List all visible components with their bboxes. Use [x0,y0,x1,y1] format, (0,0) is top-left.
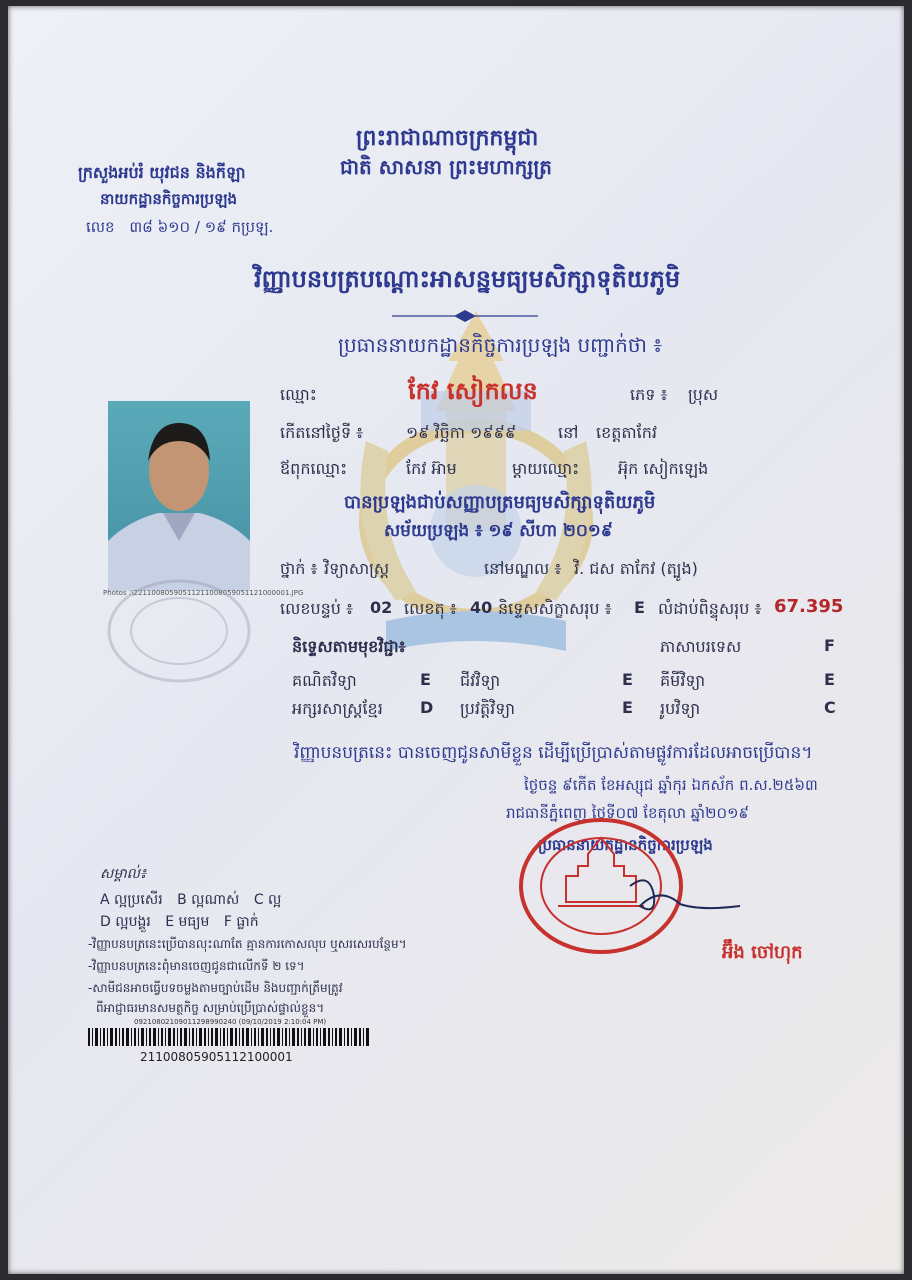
seat-value: 40 [470,598,493,617]
legend-text: មធ្យម [178,914,210,930]
subject-grade: F [824,636,835,655]
photo-caption: Photos :\22110080590511211008059051121000001.JPG [103,589,304,597]
subject-grade: C [824,698,836,717]
subject-grade: D [420,698,434,717]
reference-label: លេខ [86,218,115,236]
father-label: ឪពុកឈ្មោះ [280,459,348,478]
passed-statement: បានប្រឡងជាប់សញ្ញាបត្រមធ្យមសិក្សាទុតិយភូមិ [344,492,656,513]
barcode-caption: 09210802109011298990240 (09/10/2019 2:10:04 PM) [134,1018,327,1026]
score-label: លំដាប់ពិន្ទុសរុប ៖ [658,599,762,618]
subject-name: ភាសាបរទេស [660,637,742,656]
dob-value: ១៩ វិច្ឆិកា ១៩៩៩ [406,423,517,442]
mother-label: ម្ដាយឈ្មោះ [512,459,580,478]
legend-letter: F [223,914,232,930]
signer-title: ប្រធាននាយកដ្ឋានកិច្ចការប្រឡង [538,836,713,854]
certificate-paper [8,6,904,1274]
barcode [88,1028,370,1046]
center-label: នៅមណ្ឌល ៖ [484,559,562,578]
motto-line: ជាតិ សាសនា ព្រះមហាក្សត្រ [340,155,552,179]
legend-text: ល្អ [268,892,282,908]
note-line: -សាមីជនអាចធ្វើបទចម្លងតាមច្បាប់ដើម និងបញ្ជាក់ត្រឹមត្រូវ [88,981,343,995]
note-line: -វិញ្ញាបនបត្រនេះប្រើបានលុះណាតែ គ្មានការកោសលុប ឬសរសេរបន្ថែម។ [88,937,407,951]
subject-name: ជីវវិទ្យា [460,671,501,690]
subject-name: អក្សរសាស្ត្រខ្មែរ [292,699,383,718]
subject-grade: E [420,670,431,689]
father-value: កែវ អ៊ាម [406,459,457,478]
barcode-number: 21100805905112100001 [140,1050,293,1064]
exam-session: សម័យប្រឡង ៖ ១៩ សីហា ២០១៩ [384,521,613,541]
photo-embossed-seal [104,576,254,686]
overall-grade: E [634,598,645,617]
stream-value: វិទ្យាសាស្ត្រ [324,559,390,578]
department-name: នាយកដ្ឋានកិច្ចការប្រឡង [100,190,238,208]
subjects-heading: និទ្ទេសតាមមុខវិជ្ជា៖ [292,637,406,656]
note-line: -វិញ្ញាបនបត្រនេះពុំមានចេញជូនជាលើកទី ២ ទេ។ [88,959,305,973]
legend-text: ល្អបង្គួរ [115,914,151,930]
total-score: 67.395 [774,596,844,617]
subject-grade: E [824,670,835,689]
sex-label: ភេទ ៖ [630,385,668,404]
grade-legend-row [100,890,281,911]
certificate-intro: ប្រធាននាយកដ្ឋានកិច្ចការប្រឡង បញ្ជាក់ថា ៖ [338,333,663,357]
student-photo [108,401,250,591]
room-value: 02 [370,598,393,617]
legend-letter: A [100,892,110,908]
dob-label: កើតនៅថ្ងៃទី ៖ [280,423,364,442]
stream-label: ថ្នាក់ ៖ [280,559,318,578]
room-label: លេខបន្ទប់ ៖ [280,599,354,618]
center-value: វិ. ជស តាកែវ (ត្បូង) [574,559,698,578]
issue-date: រាជធានីភ្នំពេញ ថ្ងៃទី០៧ ខែតុលា ឆ្នាំ២០១៩ [506,804,750,822]
legend-letter: E [165,914,175,930]
signature [620,866,750,926]
sex-value: ប្រុស [688,385,719,404]
title-ornament [392,309,538,323]
note-line: ពីអាជ្ញាធរមានសមត្ថកិច្ច សម្រាប់ប្រើប្រាស់ផ្ទាល់ខ្លួន។ [96,1001,325,1015]
grade-legend-row [100,912,259,933]
student-name: កែវ សៀកលន [408,377,538,405]
certificate-title: វិញ្ញាបនបត្របណ្ដោះអាសន្នមធ្យមសិក្សាទុតិយភូមិ [254,265,681,293]
legend-text: ល្អប្រសើរ [114,892,163,908]
legend-text: ល្អណាស់ [191,892,240,908]
notes-heading: សម្គាល់៖ [100,866,147,882]
mother-value: អ៊ុក សៀកឡេង [618,459,709,478]
reference-number [86,218,273,240]
subject-name: ប្រវត្តិវិទ្យា [460,699,515,718]
legend-letter: D [100,914,111,930]
legend-letter: C [253,892,264,908]
signer-name: អ៊ឹង ចៅហុក [722,942,803,963]
legend-text: ធ្លាក់ [236,914,259,930]
subject-grade: E [622,670,633,689]
legend-letter: B [177,892,187,908]
pob-label: នៅ [558,423,579,442]
ministry-name: ក្រសួងអប់រំ យុវជន និងកីឡា [78,163,246,182]
grade-label: និទ្ទេសសិក្ខាសរុប ៖ [498,599,612,618]
subject-grade: E [622,698,633,717]
pob-value: ខេត្តតាកែវ [596,423,657,442]
validity-statement: វិញ្ញាបនបត្រនេះ បានចេញជូនសាមីខ្លួន ដើម្បីប្រើប្រាស់តាមផ្លូវការដែលអាចប្រើបាន។ [294,743,813,763]
subject-name: គណិតវិទ្យា [292,671,357,690]
lunar-date: ថ្ងៃចន្ទ ៩កើត ខែអស្សុជ ឆ្នាំកុរ ឯកស័ក ព.ស.២៥៦៣ [524,776,818,794]
reference-value: ៣៨ ៦១០ / ១៩ កប្រឡ. [129,218,274,236]
name-label: ឈ្មោះ [280,385,317,404]
subject-name: គីមីវិទ្យា [660,671,706,690]
kingdom-line: ព្រះរាជាណាចក្រកម្ពុជា [356,126,539,151]
subject-name: រូបវិទ្យា [660,699,701,718]
seat-label: លេខតុ ៖ [404,599,457,618]
